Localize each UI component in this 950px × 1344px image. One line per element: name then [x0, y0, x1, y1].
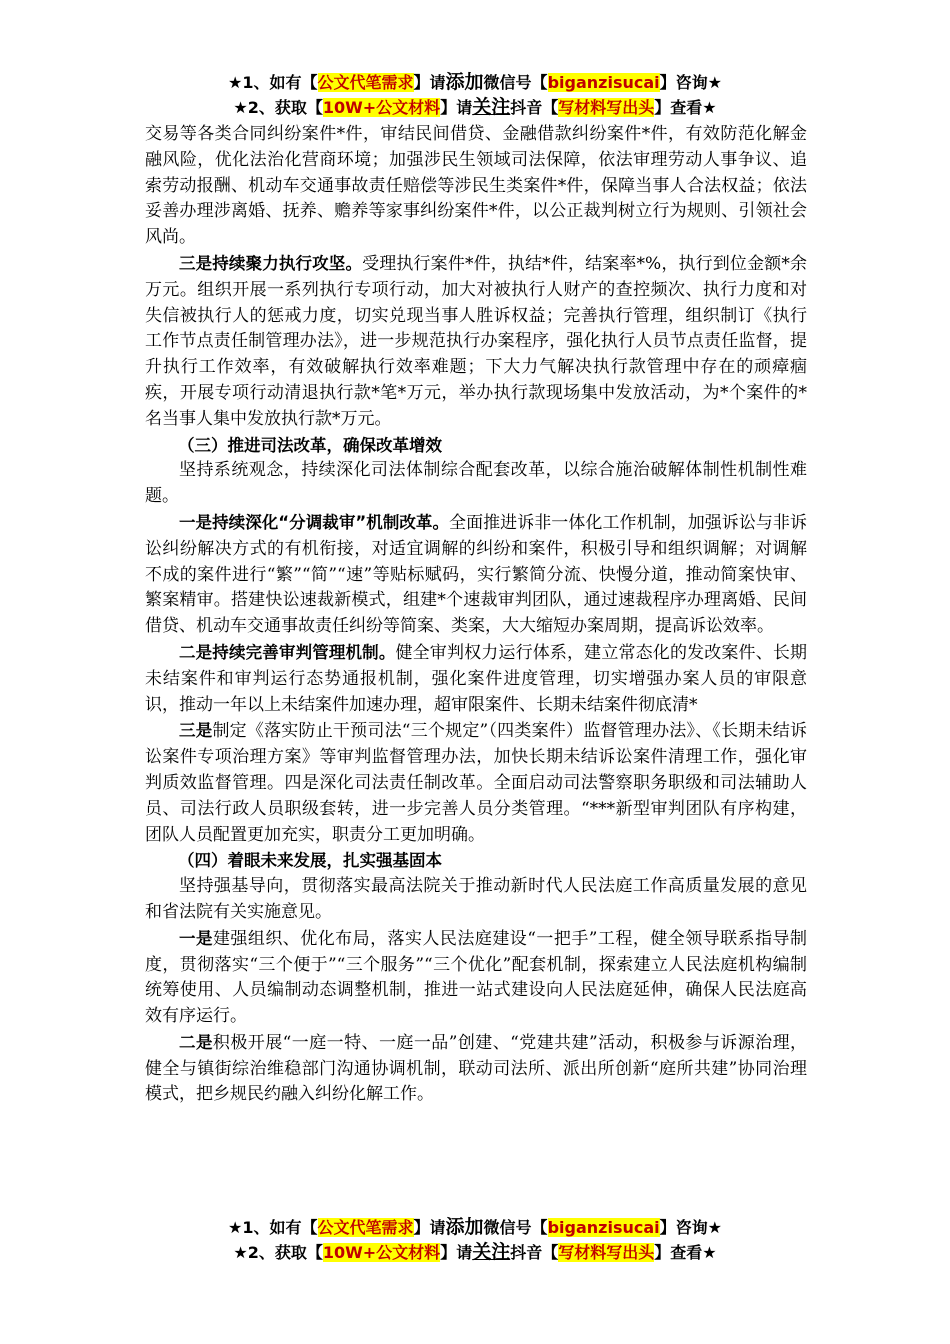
- banner-line-1: [0, 1215, 950, 1240]
- paragraph: 交易等各类合同纠纷案件*件，审结民间借贷、金融借款纠纷案件*件，有效防范化解金融风险，优化法治化营商环境；加强涉民生领域司法保障，依法审理劳动人事争议、追索劳动报酬、机动车交通事故责任赔偿等涉民生类案件*件，保障当事人合法权益；依法妥善办理涉离婚、抚养、赡养等家事纠纷案件*件，以公正裁判树立行为规则、引领社会风尚。: [145, 124, 807, 248]
- highlight-materials: 10W+公文材料: [322, 1243, 441, 1262]
- paragraph: [145, 1030, 807, 1108]
- banner-line-2: [0, 95, 950, 120]
- paragraph: [145, 251, 807, 433]
- paragraph-lead: 三是持续聚力执行攻坚。: [179, 253, 363, 273]
- highlight-wechat-id: biganzisucai: [547, 73, 660, 92]
- banner-text: 微信号【: [483, 1218, 548, 1237]
- paragraph-text: 健全审判权力运行体系，建立常态化的发改案件、长期未结案件和审判运行态势通报机制，强化案件进度管理，切实增强办案人员的审限意识，推动一年以上未结案件加速办理，超审限案件、长期未结案件彻底清*: [145, 642, 808, 715]
- banner-text: ★1、如有【: [228, 73, 318, 92]
- paragraph: [145, 926, 807, 1030]
- paragraph: [145, 718, 807, 848]
- banner-line-2: [0, 1240, 950, 1265]
- header-banner: [0, 70, 950, 120]
- paragraph-lead: 二是持续完善审判管理机制。: [179, 642, 396, 662]
- paragraph-text: 积极开展“一庭一特、一庭一品”创建、“党建共建”活动，积极参与诉源治理，健全与镇街综治维稳部门沟通协调机制，联动司法所、派出所创新“庭所共建”协同治理模式，把乡规民约融入纠纷化解工作。: [145, 1032, 808, 1105]
- highlight-douyin: 写材料写出头: [558, 1243, 655, 1262]
- banner-text: 】咨询★: [659, 73, 722, 92]
- banner-emphasis: 添加: [445, 71, 484, 93]
- document-body: [145, 122, 807, 1108]
- banner-text: 】查看★: [654, 98, 717, 117]
- section-heading: （三）推进司法改革，确保改革增效: [178, 435, 442, 455]
- footer-banner: [0, 1215, 950, 1265]
- banner-text: ★2、获取【: [233, 1243, 323, 1262]
- banner-text: 】请: [440, 98, 473, 117]
- highlight-wechat-id: biganzisucai: [547, 1218, 660, 1237]
- banner-text: ★1、如有【: [228, 1218, 318, 1237]
- paragraph-text: 全面推进诉非一体化工作机制，加强诉讼与非诉讼纠纷解决方式的有机衔接，对适宜调解的纠纷和案件，积极引导和组织调解；对调解不成的案件进行“繁”“简”“速”等贴标赋码，实行繁简分流、快慢分道，推动简案快审、繁案精审。搭建快讼速裁新模式，组建*个速裁审判团队，通过速裁程序办理离婚、民间借贷、机动车交通事故责任纠纷等简案、类案，大大缩短办案周期，提高诉讼效率。: [145, 512, 807, 637]
- banner-text: 】请: [413, 1218, 446, 1237]
- banner-text: 抖音【: [510, 1243, 559, 1262]
- paragraph-text: 制定《落实防止干预司法“三个规定”（四类案件）监督管理办法》、《长期未结诉讼案件专项治理方案》等审判监督管理办法，加快长期未结诉讼案件清理工作，强化审判质效监督管理。四是深化司法责任制改革。全面启动司法警察职务职级和司法辅助人员、司法行政人员职级套转，进一步完善人员分类管理。“***新型审判团队有序构建，团队人员配置更加充实，职责分工更加明确。: [145, 721, 808, 845]
- paragraph-lead: 一是持续深化“分调裁审”机制改革。: [179, 512, 450, 532]
- banner-text: 】查看★: [654, 1243, 717, 1262]
- paragraph: [145, 510, 807, 640]
- banner-emphasis: 添加: [445, 1216, 484, 1238]
- highlight-ghostwriting: 公文代笔需求: [317, 73, 414, 92]
- paragraph: [145, 640, 807, 718]
- paragraph-lead: 二是: [179, 1032, 213, 1052]
- highlight-materials: 10W+公文材料: [322, 98, 441, 117]
- paragraph-lead: 三是: [179, 721, 213, 741]
- banner-text: 】请: [440, 1243, 473, 1262]
- banner-emphasis: 关注: [472, 1241, 511, 1263]
- paragraph-lead: 一是: [179, 928, 213, 948]
- paragraph-text: 建强组织、优化布局，落实人民法庭建设“一把手”工程，健全领导联系指导制度，贯彻落实“三个便于”“三个服务”“三个优化”配套机制，探索建立人民法庭机构编制统筹使用、人员编制动态调整机制，推进一站式建设向人民法庭延伸，确保人民法庭高效有序运行。: [145, 928, 808, 1027]
- banner-text: 】咨询★: [659, 1218, 722, 1237]
- paragraph: 坚持系统观念，持续深化司法体制综合配套改革，以综合施治破解体制性机制性难题。: [145, 460, 807, 507]
- banner-text: ★2、获取【: [233, 98, 323, 117]
- banner-text: 抖音【: [510, 98, 559, 117]
- paragraph-text: 受理执行案件*件，执结*件，结案率*%，执行到位金额*余万元。组织开展一系列执行专项行动，加大对被执行人财产的查控频次、执行力度和对失信被执行人的惩戒力度，切实兑现当事人胜诉权益；完善执行管理，组织制订《执行工作节点责任制管理办法》，进一步规范执行办案程序，强化执行人员节点责任监督，提升执行工作效率，有效破解执行效率难题；下大力气解决执行款管理中存在的顽瘴痼疾，开展专项行动清退执行款*笔*万元，举办执行款现场集中发放活动，为*个案件的*名当事人集中发放执行款*万元。: [145, 253, 808, 429]
- banner-text: 微信号【: [483, 73, 548, 92]
- banner-text: 】请: [413, 73, 446, 92]
- highlight-douyin: 写材料写出头: [558, 98, 655, 117]
- paragraph: 坚持强基导向，贯彻落实最高法院关于推动新时代人民法庭工作高质量发展的意见和省法院有关实施意见。: [145, 876, 807, 922]
- highlight-ghostwriting: 公文代笔需求: [317, 1218, 414, 1237]
- section-heading: （四）着眼未来发展，扎实强基固本: [178, 851, 442, 871]
- banner-line-1: [0, 70, 950, 95]
- banner-emphasis: 关注: [472, 96, 511, 118]
